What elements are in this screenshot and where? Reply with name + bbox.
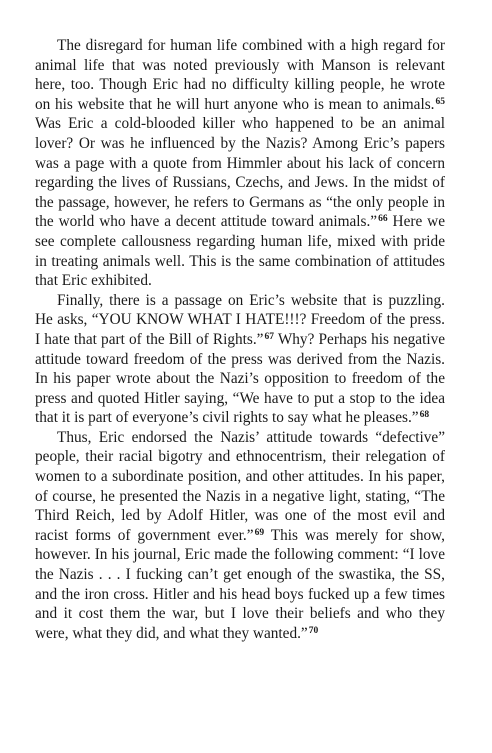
page-body bbox=[35, 36, 445, 643]
footnote-marker: 68 bbox=[419, 410, 430, 421]
paragraph bbox=[35, 428, 445, 644]
paragraph-text: Here we see complete callousness regarding human life, mixed with pride in treating animals well. This is the same combination of attitudes that Eric exhibited. bbox=[35, 213, 445, 290]
paragraph-text: Finally, there is a passage on Eric’s website that is puzzling. He asks, “YOU KNOW WHAT I HATE!!!? Freedom of the press. I hate that part of the Bill of Rights.” bbox=[35, 291, 445, 348]
footnote-marker: 65 bbox=[435, 96, 445, 107]
paragraph-text: Was Eric a cold-blooded killer who happened to be an animal lover? Or was he influenced by the Nazis? Among Eric’s papers was a page with a quote from Himmler about his lack of concern regarding the lives of Russians, Czechs, and Jews. In the midst of the passage, however, he refers to Germans as “the only people in the world who have a decent attitude toward animals.” bbox=[35, 115, 445, 231]
paragraph bbox=[35, 36, 445, 291]
paragraph bbox=[35, 291, 445, 428]
footnote-marker: 66 bbox=[378, 214, 388, 225]
footnote-marker: 69 bbox=[254, 527, 265, 538]
paragraph-text: The disregard for human life combined with a high regard for animal life that was noted previously with Manson is relevant here, too. Though Eric had no difficulty killing people, he wrote on his website that he will hurt anyone who is mean to animals. bbox=[35, 37, 445, 113]
paragraph-text: Why? Perhaps his negative attitude toward freedom of the press was derived from the Nazis. In his paper wrote about the Nazi’s opposition to freedom of the press and quoted Hitler saying, “We have to put a stop to the idea that it is part of everyone’s civil rights to say what he pleases.” bbox=[35, 330, 446, 427]
paragraph-text: Thus, Eric endorsed the Nazis’ attitude towards “defective” people, their racial bigotry and ethnocentrism, their relegation of women to a subordinate position, and other attitudes. In his paper, of course, he presented the Nazis in a negative light, stating, “The Third Reich, led by Adolf Hitler, was one of the most evil and racist forms of government ever.” bbox=[35, 428, 445, 544]
footnote-marker: 70 bbox=[308, 625, 319, 636]
footnote-marker: 67 bbox=[264, 331, 274, 342]
paragraph-text: This was merely for show, however. In his journal, Eric made the following comment: “I love the Nazis . . . I fucking can’t get enough of the swastika, the SS, and the iron cross. Hitler and his head boys fucked up a few times and it cost them the war, but I love their beliefs and who they were, what they did, and what they wanted.” bbox=[35, 526, 446, 642]
